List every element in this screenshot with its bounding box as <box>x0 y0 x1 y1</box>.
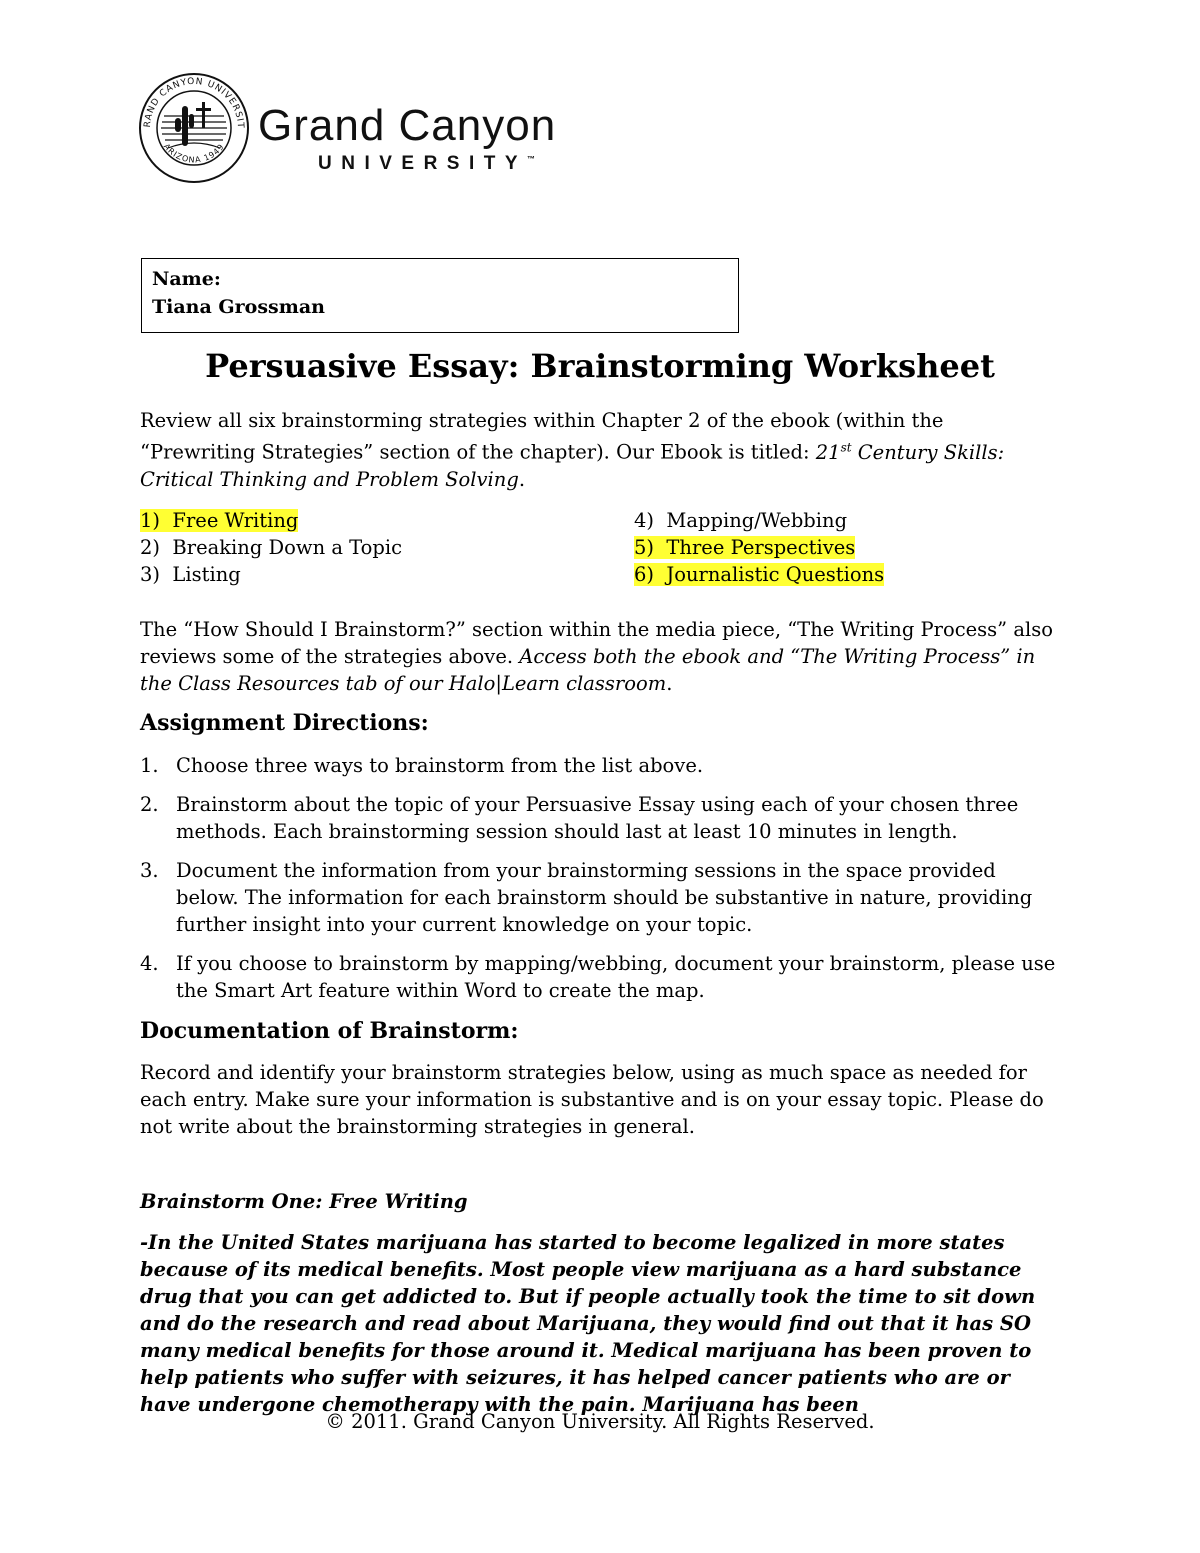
page-title: Persuasive Essay: Brainstorming Worksheet <box>205 347 995 385</box>
documentation-paragraph: Record and identify your brainstorm strategies below, using as much space as needed for each entry. Make sure your information is substantive and is on your essay topic. Please do not write about the brainstorming strategies in general. <box>140 1061 1044 1138</box>
seal-text-bottom: ARIZONA 1949 <box>161 142 227 165</box>
strategy-highlight <box>634 536 855 559</box>
strategy-number: 1) <box>140 509 161 532</box>
name-box-content <box>152 265 325 321</box>
media-text: The “How Should I Brainstorm?” section within the media piece, “The Writing Process” also reviews some of the strategies above. <box>140 618 1053 668</box>
strategy-label: Listing <box>172 563 241 586</box>
direction-text: Document the information from your brainstorming sessions in the space provided below. The information for each brainstorm should be substantive in nature, providing further insight into your current knowledge on your topic. <box>176 859 1033 936</box>
intro-end: . <box>518 467 526 491</box>
media-end: . <box>666 672 673 695</box>
university-name-logo: Grand Canyon <box>258 101 557 150</box>
direction-item <box>140 791 1060 845</box>
direction-text: Brainstorm about the topic of your Persuasive Essay using each of your chosen three methods. Each brainstorming session should last at least 10 minutes in length. <box>176 793 1019 843</box>
seal-text-top: RAND CANYON UNIVERSIT <box>142 76 246 130</box>
strategy-label: Three Perspectives <box>666 536 856 559</box>
strategy-item <box>634 561 884 588</box>
strategy-highlight <box>634 563 884 586</box>
strategy-item <box>634 534 884 561</box>
university-subtitle-logo <box>318 154 535 173</box>
strategy-item <box>634 507 884 534</box>
strategy-number: 2) <box>140 536 161 559</box>
brainstorm-one-title: Brainstorm One: Free Writing <box>140 1190 468 1213</box>
assignment-directions-heading: Assignment Directions: <box>140 710 429 736</box>
strategy-item <box>140 561 402 588</box>
brainstorm-one-body: -In the United States marijuana has started to become legalized in more states because of its medical benefits. Most people view marijuana as a hard substance drug that you can get addicted to. But if people actually took the time to sit down and do the research and read about Marijuana, they would find out that it has SO many medical benefits for those around it. Medical marijuana has been proven to help patients who suffer with seizures, it has helped cancer patients who are or have undergone chemotherapy with the pain. Marijuana has been <box>140 1231 1036 1416</box>
strategy-label: Journalistic Questions <box>666 563 885 586</box>
media-italic-text: Access both the ebook and “The Writing Process” in the Class Resources tab of our Halo|Learn classroom <box>140 645 1036 695</box>
strategy-number: 4) <box>634 509 655 532</box>
media-paragraph <box>140 616 1060 697</box>
strategy-list-right <box>634 507 884 588</box>
strategy-highlight <box>140 509 298 532</box>
direction-number: 1. <box>140 754 159 777</box>
strategy-number: 3) <box>140 563 161 586</box>
direction-number: 3. <box>140 859 159 882</box>
direction-text: If you choose to brainstorm by mapping/webbing, document your brainstorm, please use the Smart Art feature within Word to create the map. <box>176 952 1056 1002</box>
direction-number: 4. <box>140 952 159 975</box>
direction-number: 2. <box>140 793 159 816</box>
documentation-heading: Documentation of Brainstorm: <box>140 1018 519 1044</box>
strategy-number: 6) <box>634 563 655 586</box>
book-title-superscript: st <box>840 440 852 454</box>
direction-item <box>140 857 1060 938</box>
intro-text: Review all six brainstorming strategies within Chapter 2 of the ebook (within the “Prewriting Strategies” section of the chapter). Our Ebook is titled: <box>140 409 944 464</box>
book-title-part-b: Century Skills: Critical Thinking and Problem Solving <box>140 440 1005 491</box>
strategy-label: Mapping/Webbing <box>666 509 848 532</box>
strategy-number: 5) <box>634 536 655 559</box>
strategy-item <box>140 534 402 561</box>
strategy-item <box>140 507 402 534</box>
intro-paragraph <box>140 407 1060 493</box>
university-seal-logo <box>138 72 250 184</box>
trademark-symbol: ™ <box>527 154 536 164</box>
name-label: Name: <box>152 268 221 290</box>
university-subtitle-text: UNIVERSITY <box>318 153 528 174</box>
name-value: Tiana Grossman <box>152 296 325 318</box>
name-box <box>141 258 739 333</box>
copyright-footer: © 2011. Grand Canyon University. All Rights Reserved. <box>325 1410 875 1433</box>
direction-text: Choose three ways to brainstorm from the list above. <box>176 754 704 777</box>
svg-text:ARIZONA 1949 <box>162 142 226 165</box>
direction-item <box>140 950 1060 1004</box>
book-title-part-a: 21 <box>815 440 841 464</box>
strategy-list-left <box>140 507 402 588</box>
direction-item <box>140 752 1060 779</box>
strategy-label: Free Writing <box>172 509 299 532</box>
strategy-label: Breaking Down a Topic <box>172 536 403 559</box>
